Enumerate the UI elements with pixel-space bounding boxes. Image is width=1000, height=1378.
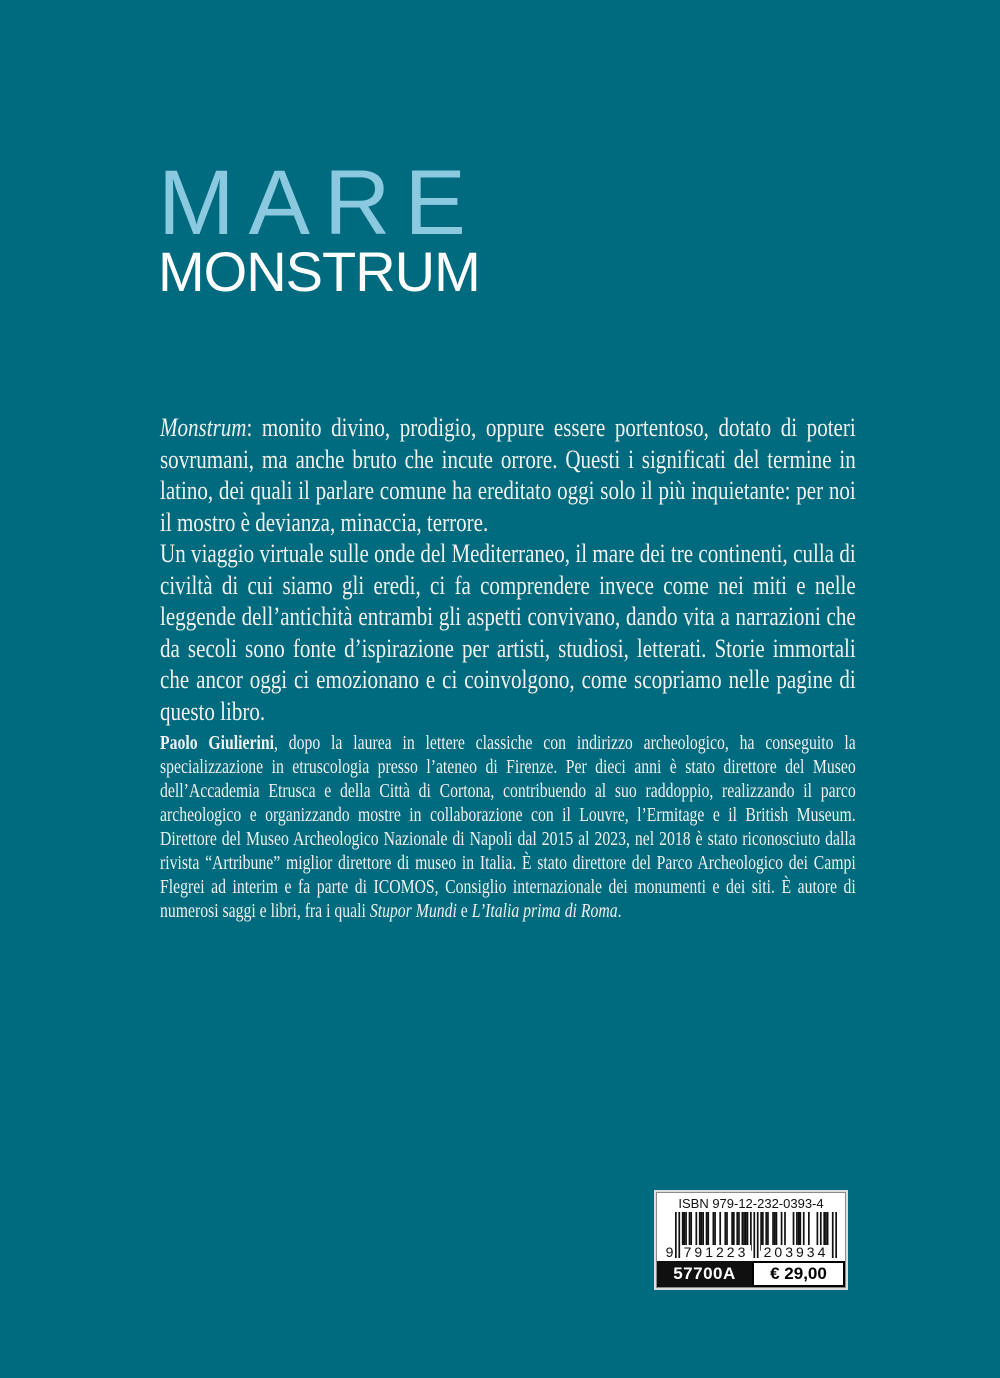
author-name: Paolo Giulierini — [160, 732, 275, 754]
description-paragraph-2: Un viaggio virtuale sulle onde del Mediterraneo, il mare dei tre continenti, culla di civiltà di cui siamo gli eredi, ci fa comprendere invece come nei miti e nelle leggende dell’antichità entrambi gli aspetti convivano, dando vita a narrazioni che da secoli sono fonte d’ispirazione per artisti, studiosi, letterati. Storie immortali che ancor oggi ci emozionano e ci coinvolgono, come scopriamo nelle pagine di questo libro. — [160, 539, 856, 726]
bio-closing: . — [617, 900, 622, 922]
description-paragraph-1 — [160, 412, 856, 538]
logo-monstrum-text: MONSTRUM — [158, 240, 480, 303]
description-block — [160, 412, 856, 727]
description-paragraph-1-rest: : monito divino, prodigio, oppure essere portentoso, dotato di poteri sovrumani, ma anche bruto che incute orrore. Questi i significati del termine in latino, dei quali il parlare comune ha ereditato oggi solo il più inquietante: per noi il mostro è devianza, minaccia, terrore. — [160, 413, 856, 537]
publisher-series-logo — [158, 152, 480, 303]
bio-text: , dopo la laurea in lettere classiche con indirizzo archeologico, ha conseguito la specializzazione in etruscologia presso l’ateneo di Firenze. Per dieci anni è stato direttore del Museo dell’Accademia Etrusca e della Città di Cortona, contribuendo al suo raddoppio, realizzando il parco archeologico e organizzando mostre in collaborazione con il Louvre, l’Ermitage e il British Museum. Direttore del Museo Archeologico Nazionale di Napoli dal 2015 al 2023, nel 2018 è stato riconosciuto dalla rivista “Artribune” miglior direttore di museo in Italia. È stato direttore del Parco Archeologico dei Campi Flegrei ad interim e fa parte di ICOMOS, Consiglio internazionale dei monumenti e dei siti. È autore di numerosi saggi e libri, fra i quali — [160, 732, 856, 922]
barcode-bottom-row — [657, 1261, 845, 1287]
barcode-digits-right-group: 203934 — [761, 1245, 831, 1259]
product-code-badge: 57700A — [657, 1261, 752, 1287]
barcode-digit-lead: 9 — [665, 1244, 674, 1260]
book-title-1: Stupor Mundi — [369, 900, 457, 922]
isbn-text: ISBN 979-12-232-0393-4 — [678, 1196, 824, 1211]
price-badge: € 29,00 — [752, 1261, 845, 1287]
barcode-area — [665, 1212, 837, 1258]
bio-conjunction: e — [456, 900, 472, 922]
author-bio-paragraph — [160, 731, 856, 923]
author-bio-block — [160, 731, 856, 923]
book-title-2: L’Italia prima di Roma — [471, 900, 618, 922]
barcode-digits-left-group: 791223 — [681, 1245, 751, 1259]
logo-mare-text: MARE — [158, 152, 480, 254]
barcode-label — [656, 1192, 846, 1288]
description-lead-word: Monstrum — [160, 413, 247, 442]
